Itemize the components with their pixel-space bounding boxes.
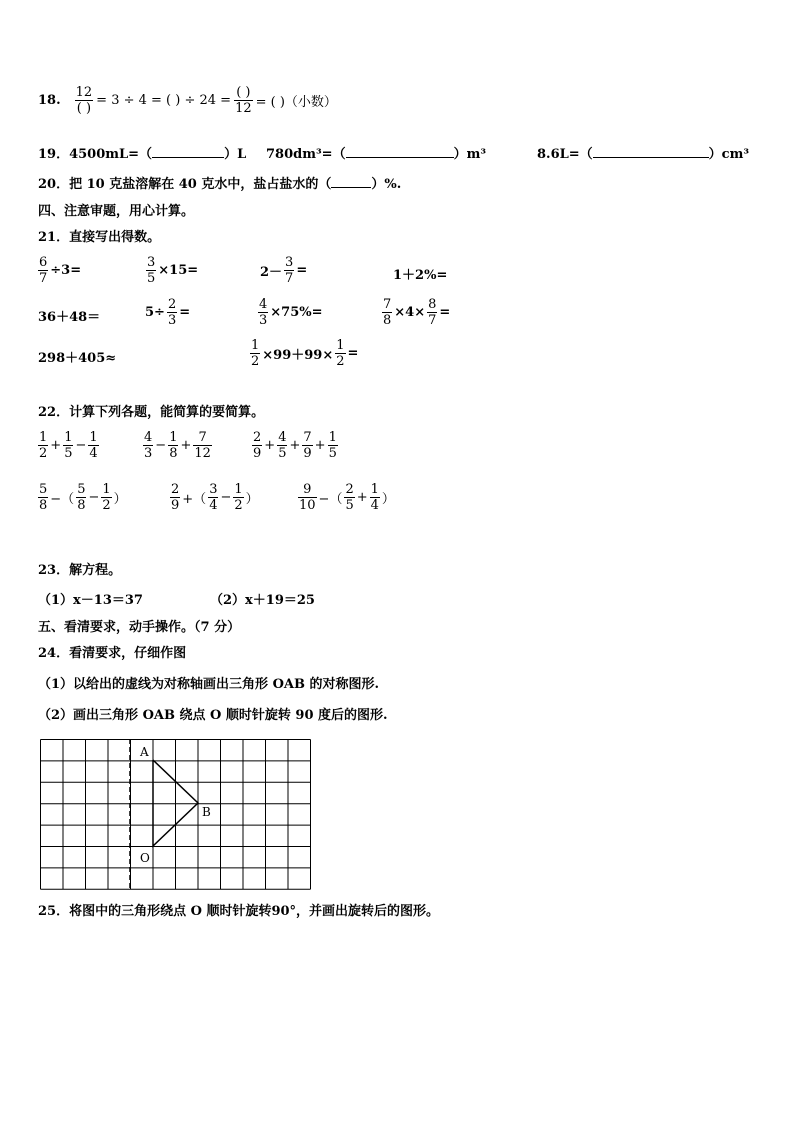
expression: $\frac{2}{9}$ + $\frac{4}{5}$ + $\frac{7}{9}$ + $\frac{1}{5}$: [253, 430, 337, 461]
fraction: $\frac{( )}{12}$: [235, 85, 252, 116]
equation-text: = ( )（小数）: [255, 95, 337, 110]
question-19-c: 8.6L=（ ）cm³: [537, 147, 750, 162]
question-23-title: 23．解方程。: [38, 563, 122, 578]
equation-1: （1）x－13＝37: [38, 593, 143, 608]
fraction: $\frac{12}{( )}$: [75, 85, 93, 116]
label-b: B: [202, 805, 211, 819]
grid-figure: [40, 739, 312, 891]
question-21-title: 21．直接写出得数。: [38, 230, 161, 245]
equation-text: = 3 ÷ 4 = ( ) ÷ 24 =: [96, 93, 232, 108]
section-heading-5: 五、看清要求，动手操作。（7 分）: [38, 620, 241, 635]
question-18: [38, 85, 337, 116]
calc-item: 2－ $\frac{3}{7}$ =: [260, 255, 308, 286]
label-o: O: [140, 851, 150, 865]
question-19: 19．4500mL=（ ）L: [38, 147, 247, 162]
label-a: A: [140, 745, 149, 759]
calc-item: 298＋405≈: [38, 351, 117, 366]
question-24-title: 24．看清要求，仔细作图: [38, 646, 187, 661]
section-heading-4: 四、注意审题，用心计算。: [38, 204, 195, 219]
question-24-part-1: （1）以给出的虚线为对称轴画出三角形 OAB 的对称图形.: [38, 677, 380, 692]
question-19-b: 780dm³=（ ）m³: [266, 147, 487, 162]
calc-item: $\frac{3}{5}$ ×15=: [147, 255, 199, 286]
calc-item: $\frac{7}{8}$ ×4× $\frac{8}{7}$ =: [383, 297, 451, 328]
equation-2: （2）x＋19＝25: [210, 593, 315, 608]
expression: $\frac{9}{10}$ −（ $\frac{2}{5}$ + $\frac{1}{4}$ ）: [299, 482, 395, 513]
calc-item: 5÷ $\frac{2}{3}$ =: [145, 297, 191, 328]
calc-item: $\frac{1}{2}$ ×99＋99× $\frac{1}{2}$ =: [251, 338, 359, 369]
question-25: 25．将图中的三角形绕点 O 顺时针旋转90°，并画出旋转后的图形。: [38, 904, 440, 919]
expression: $\frac{2}{9}$ +（ $\frac{3}{4}$ − $\frac{1}{2}$ ）: [171, 482, 259, 513]
calc-item: $\frac{4}{3}$ ×75%=: [259, 297, 323, 328]
calc-item: 36＋48＝: [38, 310, 101, 325]
question-22-title: 22．计算下列各题，能简算的要简算。: [38, 405, 265, 420]
expression: $\frac{5}{8}$ −（ $\frac{5}{8}$ − $\frac{1}{2}$ ）: [39, 482, 127, 513]
question-number: 18.: [38, 93, 61, 108]
expression: $\frac{4}{3}$ − $\frac{1}{8}$ + $\frac{7}{12}$: [144, 430, 211, 461]
question-24-part-2: （2）画出三角形 OAB 绕点 O 顺时针旋转 90 度后的图形.: [38, 708, 388, 723]
expression: $\frac{1}{2}$ + $\frac{1}{5}$ − $\frac{1}{4}$: [39, 430, 98, 461]
calc-item: $\frac{6}{7}$ ÷3=: [39, 255, 82, 286]
question-20: 20．把 10 克盐溶解在 40 克水中，盐占盐水的（ ）%.: [38, 177, 402, 192]
calc-item: 1＋2%=: [393, 268, 448, 283]
